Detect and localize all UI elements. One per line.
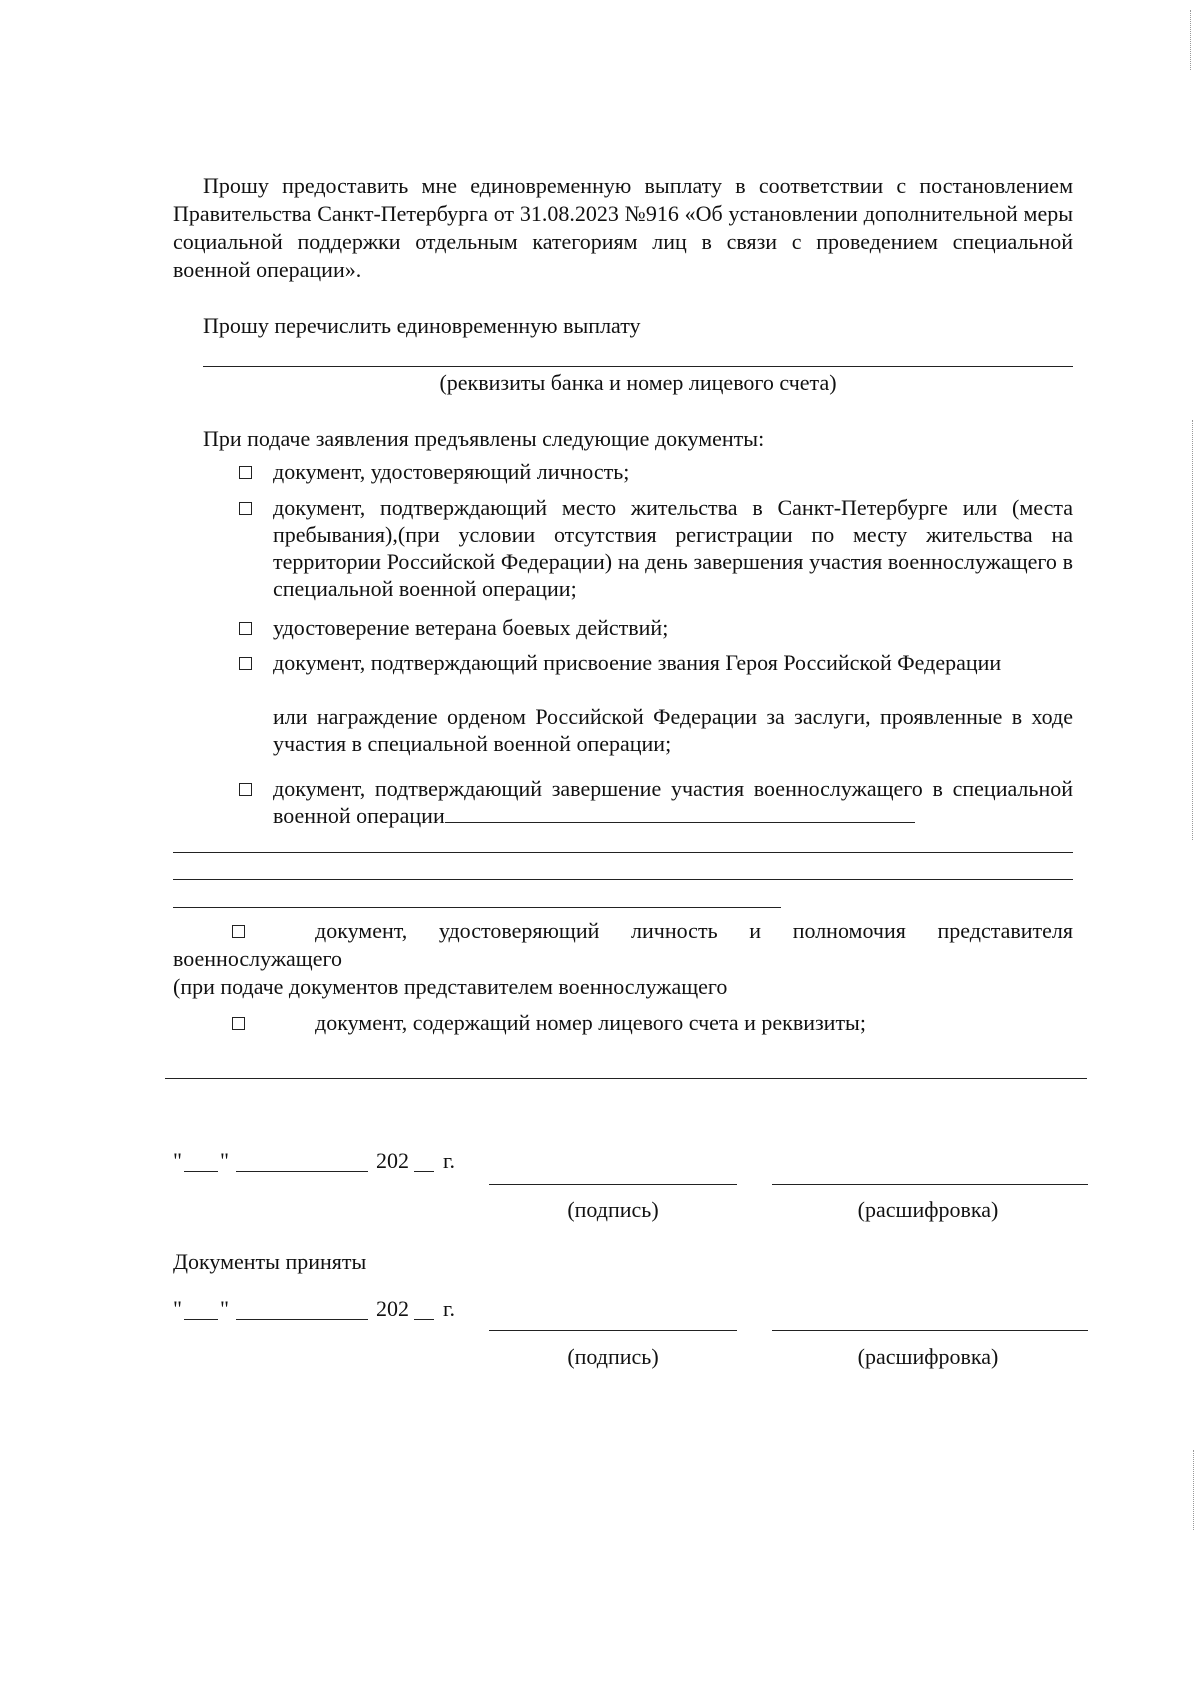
signature-caption-2: (подпись) (567, 1344, 659, 1369)
date-day-field-2[interactable] (184, 1319, 218, 1320)
bank-details-caption: (реквизиты банка и номер лицевого счета) (439, 370, 837, 395)
date-month-field-2[interactable] (236, 1319, 368, 1320)
document-item-veteran: удостоверение ветерана боевых действий; (273, 615, 669, 640)
signature-caption-1: (подпись) (567, 1197, 659, 1222)
date-year-suffix-1: г. (443, 1148, 456, 1173)
checkbox-residence-document[interactable] (239, 502, 252, 515)
checkbox-account-document[interactable] (232, 1017, 245, 1030)
separator-line (165, 1078, 1087, 1079)
decode-line-2[interactable] (772, 1330, 1088, 1331)
checkbox-identity-document[interactable] (239, 466, 252, 479)
date-open-quote-2: " (173, 1296, 182, 1321)
date-open-quote-1: " (173, 1148, 182, 1173)
date-year-field-1[interactable] (414, 1171, 434, 1172)
decode-line-1[interactable] (772, 1184, 1088, 1185)
document-item-completion-text: документ, подтверждающий завершение участия военнослужащего в специальной военной операции (273, 776, 1073, 828)
account-item: документ, содержащий номер лицевого счета и реквизиты; (315, 1010, 866, 1035)
checkbox-completion-document[interactable] (239, 783, 252, 796)
document-item-residence: документ, подтверждающий место жительства в Санкт-Петербурге или (места пребывания),(при условии отсутствия регистрации по месту жительства на территории Российской Федерации) на день завершения участия военнослужащего в специальной военной операции; (273, 495, 1073, 601)
signature-line-1[interactable] (489, 1184, 737, 1185)
blank-line-2[interactable] (173, 879, 1073, 880)
representative-note: (при подаче документов представителем военнослужащего (173, 974, 728, 999)
document-item-hero-title: документ, подтверждающий присвоение звания Героя Российской Федерации (273, 650, 1002, 675)
date-month-field-1[interactable] (236, 1171, 368, 1172)
scan-edge-mark (1193, 1450, 1194, 1530)
representative-item: документ, удостоверяющий личность и полномочия представителя военнослужащего (173, 918, 1073, 971)
signature-line-2[interactable] (489, 1330, 737, 1331)
decode-caption-1: (расшифровка) (857, 1197, 999, 1222)
document-item-completion (273, 775, 1073, 829)
date-year-suffix-2: г. (443, 1296, 456, 1321)
document-item-identity: документ, удостоверяющий личность; (273, 459, 630, 484)
transfer-request-text: Прошу перечислить единовременную выплату (203, 313, 641, 338)
completion-fill-line[interactable] (445, 802, 915, 823)
date-close-quote-1: " (220, 1148, 229, 1173)
scan-edge-mark (1190, 10, 1191, 70)
date-close-quote-2: " (220, 1296, 229, 1321)
checkbox-veteran-certificate[interactable] (239, 622, 252, 635)
request-paragraph: Прошу предоставить мне единовременную выплату в соответствии с постановлением Правительства Санкт-Петербурга от 31.08.2023 №916 «Об установлении дополнительной меры социальной поддержки отдельным категориям лиц в связи с проведением специальной военной операции». (173, 173, 1073, 282)
bank-details-line[interactable] (203, 366, 1073, 367)
date-day-field-1[interactable] (184, 1171, 218, 1172)
documents-accepted-label: Документы приняты (173, 1249, 367, 1274)
blank-line-3[interactable] (173, 907, 781, 908)
document-item-order-award: или награждение орденом Российской Федерации за заслуги, проявленные в ходе участия в специальной военной операции; (273, 704, 1073, 756)
decode-caption-2: (расшифровка) (857, 1344, 999, 1369)
date-year-field-2[interactable] (414, 1319, 434, 1320)
date-year-2: 202 (376, 1296, 409, 1321)
date-year-1: 202 (376, 1148, 409, 1173)
scan-edge-mark (1192, 420, 1193, 840)
documents-intro: При подаче заявления предъявлены следующие документы: (203, 426, 765, 451)
checkbox-hero-title[interactable] (239, 657, 252, 670)
blank-line-1[interactable] (173, 852, 1073, 853)
